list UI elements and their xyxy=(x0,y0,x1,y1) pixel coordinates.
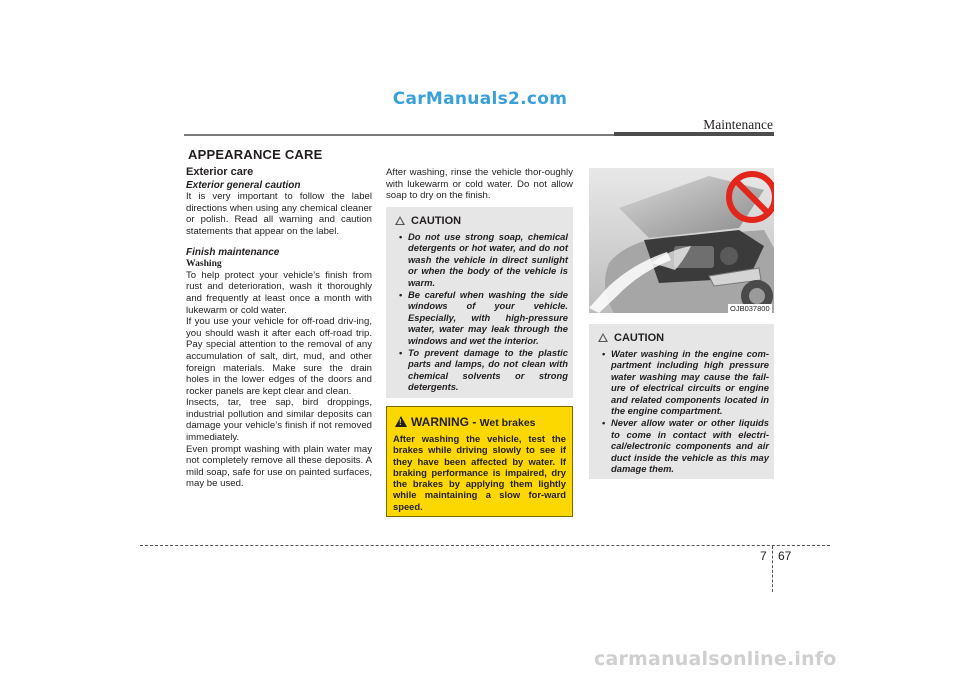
exterior-general-caution-heading: Exterior general caution xyxy=(186,179,301,191)
warning-text: After washing the vehicle, test the brakes while driving slowly to see if they have been affected by water. If braking performance is impaired, dry the brakes by applying them lightly while maintaining a slow for-ward speed. xyxy=(393,433,566,512)
off-road-paragraph: If you use your vehicle for off-road driv-ing, you should wash it after each off-road trip. Pay special attention to the removal of any accumulation of salt, dirt, mud, and other foreign materials. Make sure the drain holes in the lower edges of the doors and rocker panels are kept clear and clean. xyxy=(186,316,372,397)
warning-subtitle: Wet brakes xyxy=(479,417,536,429)
section-header: Maintenance xyxy=(703,117,773,132)
caution-item: • Be careful when washing the side windows of your vehicle. Especially, with high-pressure water, water may leak through the windows and wet the interior. xyxy=(392,289,568,346)
page-number: 67 xyxy=(778,549,792,563)
chapter-number: 7 xyxy=(760,549,767,563)
engine-wash-prohibited-illustration xyxy=(589,168,774,313)
column-middle xyxy=(386,167,573,202)
caution-triangle-icon xyxy=(395,216,405,225)
finish-maintenance-heading: Finish maintenance xyxy=(186,246,280,258)
caution-box-washing xyxy=(386,207,573,398)
warning-triangle-icon xyxy=(395,416,407,427)
washing-paragraph: To help protect your vehicle’s finish from rust and deterioration, wash it thoroughly and frequently at least once a month with lukewarm or cold water. xyxy=(186,269,372,316)
warning-title: WARNING - Wet brakes xyxy=(411,415,536,429)
watermark-bottom: carmanualsonline.info xyxy=(594,648,837,670)
caution-item: • To prevent damage to the plastic parts and lamps, do not clean with chemical solvents or strong detergents. xyxy=(392,347,568,393)
label-directions-paragraph: It is very important to follow the label directions when using any chemical cleaner or polish. Read all warning and caution statements that appear on the label. xyxy=(186,191,372,237)
image-code: OJB037800 xyxy=(730,304,770,313)
deposits-paragraph: Insects, tar, tree sap, bird droppings, industrial pollution and similar deposits can damage your vehicle’s finish if not removed immediately. xyxy=(186,397,372,444)
warning-box-wet-brakes xyxy=(386,406,573,517)
caution-title: CAUTION xyxy=(411,215,462,227)
car-engine-photo xyxy=(589,168,774,313)
caution-list xyxy=(392,231,568,394)
caution-list xyxy=(595,348,769,475)
mild-soap-paragraph: Even prompt washing with plain water may not completely remove all these deposits. A mild soap, safe for use on painted surfaces, may be used. xyxy=(186,443,372,490)
caution-triangle-icon xyxy=(598,333,608,342)
footer-rule xyxy=(140,545,830,546)
header-rule-accent xyxy=(614,132,774,136)
footer-divider xyxy=(772,546,773,592)
column-left xyxy=(186,167,372,490)
caution-item: • Never allow water or other liquids to come in contact with electri-cal/electronic components and air duct inside the vehicle as this may damage them. xyxy=(595,417,769,474)
caution-box-engine-compartment xyxy=(589,324,774,479)
exterior-care-heading: Exterior care xyxy=(186,166,254,178)
caution-item: • Water washing in the engine com-partment including high pressure water washing may cause the fail-ure of electrical circuits or engine and related components located in the engine compartment. xyxy=(595,348,769,416)
washing-heading: Washing xyxy=(186,258,222,270)
page-heading: APPEARANCE CARE xyxy=(188,147,323,162)
watermark-top: CarManuals2.com xyxy=(392,89,568,109)
caution-item: • Do not use strong soap, chemical detergents or hot water, and do not wash the vehicle in direct sunlight or when the body of the vehicle is warm. xyxy=(392,231,568,288)
caution-title: CAUTION xyxy=(614,332,665,344)
rinse-paragraph: After washing, rinse the vehicle thor-oughly with lukewarm or cold water. Do not allow soap to dry on the finish. xyxy=(386,167,573,202)
